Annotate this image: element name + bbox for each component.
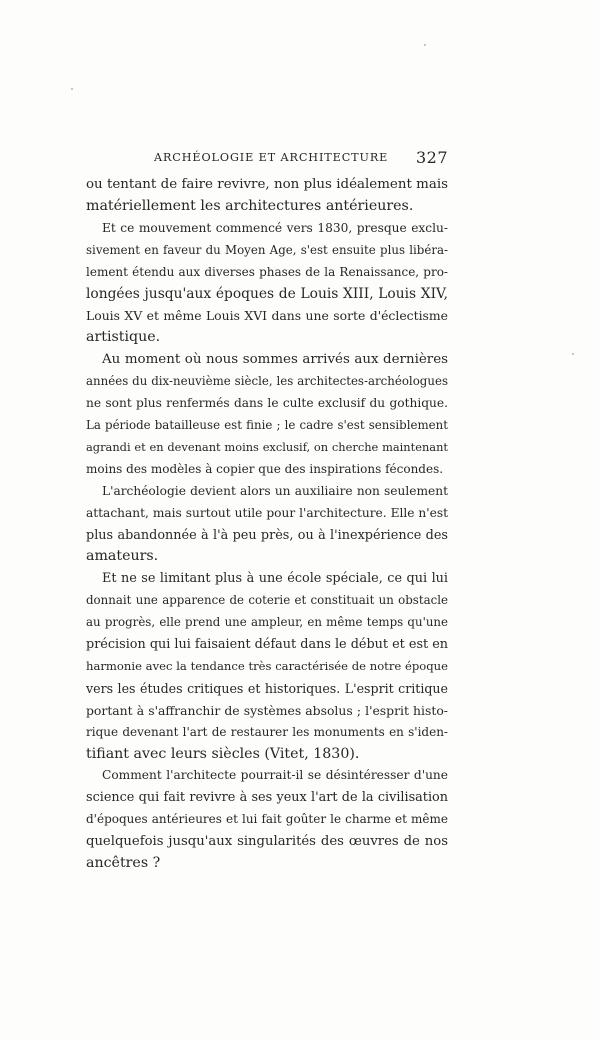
paragraph [86,765,448,875]
text-line: Louis XV et même Louis XVI dans une sorte d'éclectisme [86,308,448,324]
text-line: longées jusqu'aux époques de Louis XIII, Louis XIV, [86,285,448,302]
text-line: artistique. [86,329,161,346]
text-line: ou tentant de faire revivre, non plus idéalement mais [86,177,448,192]
text-line: amateurs. [86,548,159,565]
text-line: plus abandonnée à l'à peu près, ou à l'inexpérience des [86,527,448,543]
text-line: moins des modèles à copier que des inspirations fécondes. [86,461,444,476]
text-line: science qui fait revivre à ses yeux l'art de la civilisation [86,790,448,806]
text-line: rique devenant l'art de restaurer les monuments en s'iden- [86,724,448,739]
text-line: ne sont plus renfermés dans le culte exclusif du gothique. [86,396,448,411]
text-line: lement étendu aux diverses phases de la Renaissance, pro- [86,264,448,279]
paragraph [86,481,448,569]
running-head-title: ARCHÉOLOGIE ET ARCHITECTURE [154,151,389,164]
text-line: portant à s'affranchir de systèmes absolus ; l'esprit histo- [86,702,448,718]
print-speck [71,88,73,90]
page-number: 327 [415,148,448,167]
text-line: quelquefois jusqu'aux singularités des œuvres de nos [86,834,448,850]
text-line: Et ce mouvement commencé vers 1830, presque exclu- [102,220,448,235]
text-line: L'archéologie devient alors un auxiliaire non seulement [102,483,448,498]
text-line: La période batailleuse est finie ; le cadre s'est sensiblement [86,417,448,432]
paragraph [86,218,448,349]
print-speck [424,44,426,46]
text-line: Comment l'architecte pourrait-il se désintéresser d'une [102,768,448,783]
body-text [86,174,448,875]
text-line: matériellement les architectures antérieures. [86,197,414,214]
text-line: précision qui lui faisaient défaut dans le début et est en [86,637,448,653]
text-line: tifiant avec leurs siècles (Vitet, 1830). [86,745,360,762]
text-line: d'époques antérieures et lui fait goûter le charme et même [86,812,448,827]
text-line: ancêtres ? [86,855,161,872]
text-line: sivement en faveur du Moyen Age, s'est ensuite plus libéra- [86,242,448,257]
text-line: attachant, mais surtout utile pour l'architecture. Elle n'est [86,505,448,520]
print-speck [572,353,574,355]
text-line: donnait une apparence de coterie et constituait un obstacle [86,593,448,608]
text-line: Au moment où nous sommes arrivés aux dernières [102,352,448,368]
text-line: années du dix-neuvième siècle, les architectes-archéologues [86,374,448,389]
text-line: agrandi et en devenant moins exclusif, on cherche maintenant [86,439,448,454]
paragraph [86,568,448,765]
text-line: vers les études critiques et historiques. L'esprit critique [86,680,448,696]
text-line: harmonie avec la tendance très caractérisée de notre époque [86,658,448,673]
paragraph [86,174,448,218]
text-line: au progrès, elle prend une ampleur, en même temps qu'une [86,615,448,630]
text-line: Et ne se limitant plus à une école spéciale, ce qui lui [102,571,448,587]
running-head [86,148,448,170]
paragraph [86,349,448,480]
